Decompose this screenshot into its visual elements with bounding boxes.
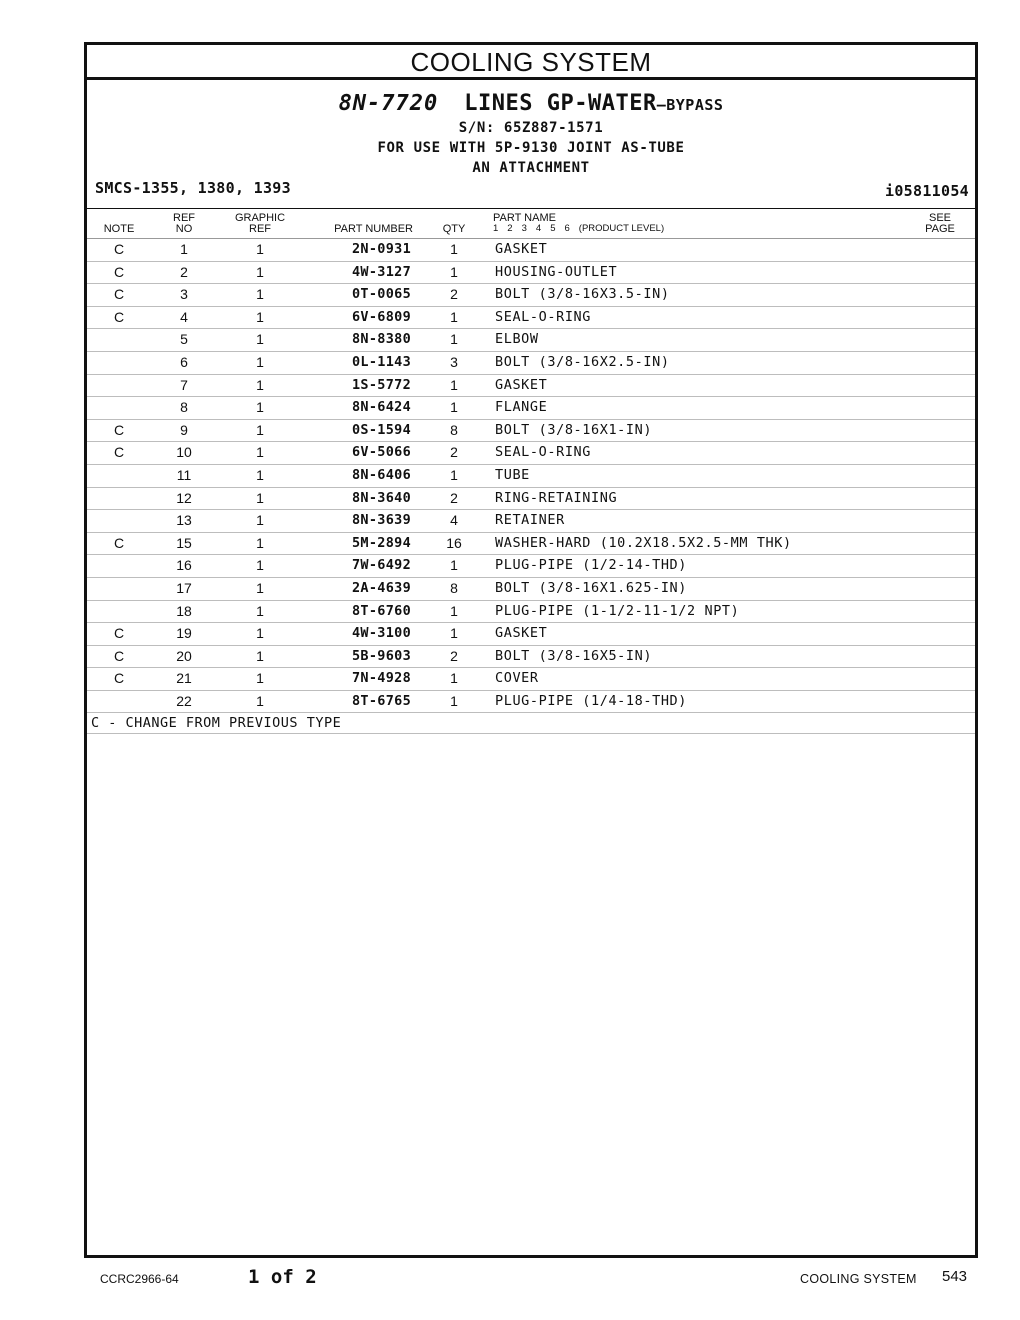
note-cell: C <box>113 647 125 664</box>
ref-no-cell: 6 <box>180 353 188 370</box>
serial-number: S/N: 65Z887-1571 <box>458 120 604 136</box>
part-name-cell: RETAINER <box>495 512 565 529</box>
part-number-cell: 5B-9603 <box>352 647 411 664</box>
document-code: CCRC2966-64 <box>100 1272 179 1286</box>
col-graphic-ref-line1: GRAPHIC <box>234 212 286 224</box>
table-row <box>87 420 975 443</box>
graphic-ref-cell: 1 <box>256 421 264 438</box>
qty-cell: 8 <box>450 579 458 596</box>
qty-cell: 3 <box>450 353 458 370</box>
qty-cell: 1 <box>450 399 458 416</box>
usage-line-2: AN ATTACHMENT <box>472 160 590 176</box>
qty-cell: 1 <box>450 670 458 687</box>
table-row <box>87 510 975 533</box>
qty-cell: 8 <box>450 421 458 438</box>
part-name-cell: PLUG-PIPE (1/4-18-THD) <box>495 692 688 709</box>
smcs-codes: SMCS-1355, 1380, 1393 <box>95 179 291 197</box>
qty-cell: 1 <box>450 241 458 257</box>
note-cell: C <box>113 670 125 687</box>
ref-no-cell: 8 <box>180 399 188 416</box>
part-number-cell: 0T-0065 <box>352 286 411 303</box>
table-row <box>87 533 975 556</box>
ref-no-cell: 7 <box>180 376 188 393</box>
table-row <box>87 578 975 601</box>
qty-cell: 2 <box>450 286 458 303</box>
part-name-cell: SEAL-O-RING <box>495 308 592 325</box>
graphic-ref-cell: 1 <box>256 647 264 664</box>
legend-note: C - CHANGE FROM PREVIOUS TYPE <box>87 713 975 734</box>
note-cell: C <box>113 421 125 438</box>
part-number-cell: 7W-6492 <box>352 557 411 574</box>
part-number-cell: 8N-3640 <box>352 489 411 506</box>
col-part-name: PART NAME <box>493 212 556 224</box>
part-number-cell: 2N-0931 <box>352 241 411 257</box>
ref-no-cell: 12 <box>176 489 192 506</box>
ref-no-cell: 1 <box>180 241 188 257</box>
note-cell: C <box>113 444 125 461</box>
col-see-page-line2: PAGE <box>925 223 955 235</box>
note-cell: C <box>113 286 125 303</box>
part-name-cell: PLUG-PIPE (1/2-14-THD) <box>495 557 688 574</box>
group-header <box>87 80 975 209</box>
ref-no-cell: 11 <box>176 466 192 483</box>
table-row <box>87 488 975 511</box>
qty-cell: 1 <box>450 692 458 709</box>
table-row <box>87 646 975 669</box>
part-number-cell: 8N-3639 <box>352 512 411 529</box>
part-number-cell: 7N-4928 <box>352 670 411 687</box>
qty-cell: 2 <box>450 647 458 664</box>
ref-no-cell: 21 <box>176 670 192 687</box>
qty-cell: 1 <box>450 308 458 325</box>
part-name-cell: FLANGE <box>495 399 548 416</box>
table-row <box>87 375 975 398</box>
part-name-cell: PLUG-PIPE (1-1/2-11-1/2 NPT) <box>495 602 740 619</box>
qty-cell: 16 <box>446 534 462 551</box>
qty-cell: 2 <box>450 489 458 506</box>
part-name-cell: BOLT (3/8-16X1-IN) <box>495 421 653 438</box>
part-name-cell: GASKET <box>495 241 548 257</box>
qty-cell: 1 <box>450 376 458 393</box>
graphic-ref-cell: 1 <box>256 557 264 574</box>
page-number: 543 <box>942 1268 968 1285</box>
part-name-cell: GASKET <box>495 625 548 642</box>
note-cell: C <box>113 308 125 325</box>
table-row <box>87 668 975 691</box>
part-number-cell: 4W-3100 <box>352 625 411 642</box>
ref-no-cell: 15 <box>176 534 192 551</box>
table-row <box>87 465 975 488</box>
table-row <box>87 284 975 307</box>
graphic-ref-cell: 1 <box>256 602 264 619</box>
col-part-number: PART NUMBER <box>334 223 413 235</box>
col-qty: QTY <box>442 223 466 235</box>
col-ref-no-line1: REF <box>173 212 195 224</box>
qty-cell: 1 <box>450 331 458 348</box>
graphic-ref-cell: 1 <box>256 399 264 416</box>
page-footer <box>0 1262 1020 1292</box>
ref-no-cell: 4 <box>180 308 188 325</box>
graphic-ref-cell: 1 <box>256 308 264 325</box>
table-row <box>87 352 975 375</box>
part-name-cell: SEAL-O-RING <box>495 444 592 461</box>
table-row <box>87 623 975 646</box>
part-name-cell: ELBOW <box>495 331 539 348</box>
part-name-cell: BOLT (3/8-16X2.5-IN) <box>495 353 670 370</box>
column-headers <box>87 209 975 239</box>
graphic-ref-cell: 1 <box>256 466 264 483</box>
graphic-ref-cell: 1 <box>256 286 264 303</box>
graphic-ref-cell: 1 <box>256 444 264 461</box>
table-row <box>87 307 975 330</box>
level-2: 2 <box>507 223 513 234</box>
page-of-pages: 1 of 2 <box>248 1266 317 1288</box>
graphic-ref-cell: 1 <box>256 512 264 529</box>
part-number-cell: 6V-5066 <box>352 444 411 461</box>
part-number-cell: 0L-1143 <box>352 353 411 370</box>
ref-no-cell: 10 <box>176 444 192 461</box>
col-note: NOTE <box>103 223 135 235</box>
qty-cell: 4 <box>450 512 458 529</box>
part-number-cell: 8T-6765 <box>352 692 411 709</box>
table-row <box>87 691 975 714</box>
graphic-ref-cell: 1 <box>256 263 264 280</box>
part-number-cell: 8N-6424 <box>352 399 411 416</box>
ref-no-cell: 18 <box>176 602 192 619</box>
part-number-cell: 0S-1594 <box>352 421 411 438</box>
graphic-ref-cell: 1 <box>256 331 264 348</box>
col-product-levels <box>493 223 673 234</box>
qty-cell: 1 <box>450 557 458 574</box>
col-graphic-ref-line2: REF <box>249 223 271 235</box>
ref-no-cell: 3 <box>180 286 188 303</box>
part-number-cell: 4W-3127 <box>352 263 411 280</box>
table-row <box>87 329 975 352</box>
part-name-cell: BOLT (3/8-16X3.5-IN) <box>495 286 670 303</box>
ref-no-cell: 16 <box>176 557 192 574</box>
qty-cell: 1 <box>450 466 458 483</box>
usage-line-1: FOR USE WITH 5P-9130 JOINT AS-TUBE <box>377 140 685 156</box>
parts-list <box>87 239 975 713</box>
table-row <box>87 442 975 465</box>
col-see-page-line1: SEE <box>928 212 951 224</box>
qty-cell: 1 <box>450 602 458 619</box>
note-cell: C <box>113 263 125 280</box>
ref-no-cell: 20 <box>176 647 192 664</box>
section-title: COOLING SYSTEM <box>87 45 975 80</box>
level-5: 5 <box>550 223 556 234</box>
level-1: 1 <box>493 223 499 234</box>
footer-section-name: COOLING SYSTEM <box>800 1272 917 1286</box>
ref-no-cell: 5 <box>180 331 188 348</box>
graphic-ref-cell: 1 <box>256 534 264 551</box>
level-4: 4 <box>535 223 542 234</box>
graphic-ref-cell: 1 <box>256 579 264 596</box>
part-number-cell: 1S-5772 <box>352 376 411 393</box>
table-row <box>87 262 975 285</box>
note-cell: C <box>113 534 125 551</box>
ref-no-cell: 9 <box>180 421 188 438</box>
part-number-cell: 8N-6406 <box>352 466 411 483</box>
graphic-ref-cell: 1 <box>256 376 264 393</box>
ref-no-cell: 13 <box>176 512 192 529</box>
table-row <box>87 239 975 262</box>
part-number-cell: 5M-2894 <box>352 534 411 551</box>
col-ref-no-line2: NO <box>175 223 193 235</box>
part-name-cell: HOUSING-OUTLET <box>495 263 618 280</box>
group-title <box>87 91 975 116</box>
graphic-ref-cell: 1 <box>256 353 264 370</box>
table-row <box>87 601 975 624</box>
qty-cell: 1 <box>450 625 458 642</box>
part-name-cell: WASHER-HARD (10.2X18.5X2.5-MM THK) <box>495 534 792 551</box>
ref-no-cell: 17 <box>176 579 192 596</box>
part-name-cell: RING-RETAINING <box>495 489 618 506</box>
parts-page-frame <box>84 42 978 1258</box>
ref-no-cell: 2 <box>180 263 188 280</box>
graphic-ref-cell: 1 <box>256 625 264 642</box>
part-name-cell: BOLT (3/8-16X5-IN) <box>495 647 653 664</box>
part-number-cell: 8T-6760 <box>352 602 411 619</box>
note-cell: C <box>113 625 125 642</box>
part-name-cell: BOLT (3/8-16X1.625-IN) <box>495 579 688 596</box>
level-6: 6 <box>564 223 570 234</box>
part-number-cell: 8N-8380 <box>352 331 411 348</box>
part-name-cell: COVER <box>495 670 539 687</box>
ref-no-cell: 19 <box>176 625 192 642</box>
group-name-suffix: —BYPASS <box>656 96 724 114</box>
product-level-label: (PRODUCT LEVEL) <box>578 223 665 234</box>
note-cell: C <box>113 241 125 257</box>
table-row <box>87 555 975 578</box>
group-name: LINES GP-WATER <box>464 91 657 116</box>
ref-no-cell: 22 <box>176 692 192 709</box>
graphic-ref-cell: 1 <box>256 670 264 687</box>
illustration-id: i05811054 <box>885 182 969 200</box>
part-number-cell: 2A-4639 <box>352 579 411 596</box>
part-name-cell: GASKET <box>495 376 548 393</box>
graphic-ref-cell: 1 <box>256 241 264 257</box>
part-number-cell: 6V-6809 <box>352 308 411 325</box>
graphic-ref-cell: 1 <box>256 489 264 506</box>
level-3: 3 <box>521 223 527 234</box>
part-name-cell: TUBE <box>495 466 530 483</box>
qty-cell: 1 <box>450 263 458 280</box>
table-row <box>87 397 975 420</box>
group-part-number: 8N-7720 <box>338 91 439 116</box>
qty-cell: 2 <box>450 444 458 461</box>
graphic-ref-cell: 1 <box>256 692 264 709</box>
